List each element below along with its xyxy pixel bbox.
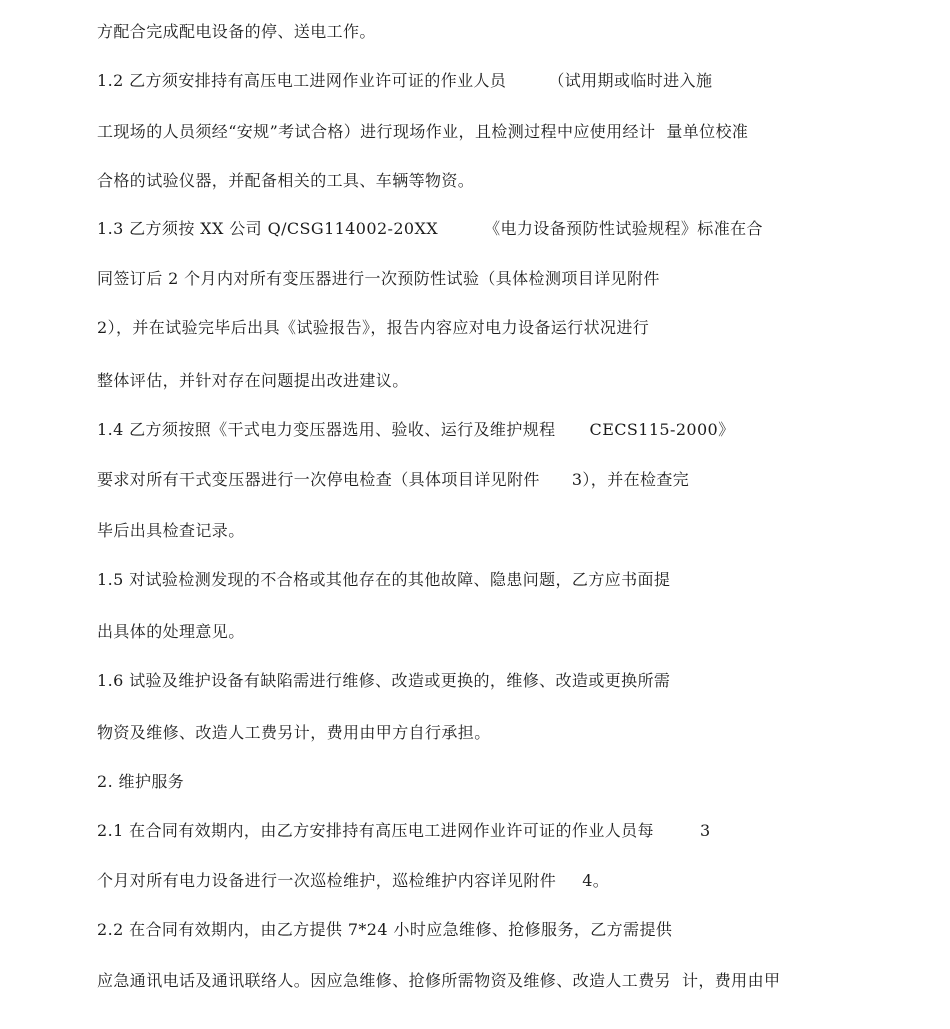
text-segment: CECS115-2000》: [589, 420, 735, 439]
text-line: 合格的试验仪器，并配备相关的工具、车辆等物资。: [97, 171, 475, 190]
text-line: 1.6 试验及维护设备有缺陷需进行维修、改造或更换的，维修、改造或更换所需: [97, 671, 671, 690]
text-line: 同签订后 2 个月内对所有变压器进行一次预防性试验（具体检测项目详见附件: [97, 269, 660, 288]
text-segment: 《电力设备预防性试验规程》标准在合: [484, 219, 763, 238]
text-segment: 个月对所有电力设备进行一次巡检维护，巡检维护内容详见附件: [97, 871, 557, 890]
text-line: [97, 820, 711, 842]
text-line: 方配合完成配电设备的停、送电工作。: [97, 22, 376, 41]
text-segment: 2.1 在合同有效期内，由乙方安排持有高压电工进网作业许可证的作业人员每: [97, 821, 654, 840]
text-segment: 4。: [582, 871, 610, 890]
text-line: [97, 870, 609, 892]
section-heading: 2. 维护服务: [97, 772, 185, 791]
text-segment: 3），并在检查完: [571, 470, 690, 489]
text-line: 物资及维修、改造人工费另计，费用由甲方自行承担。: [97, 723, 491, 742]
text-line: [97, 218, 763, 240]
text-line: 1.5 对试验检测发现的不合格或其他存在的其他故障、隐患问题，乙方应书面提: [97, 570, 671, 589]
text-line: 出具体的处理意见。: [97, 622, 245, 641]
text-line: 工现场的人员须经“安规”考试合格）进行现场作业，且检测过程中应使用经计 量单位校准: [97, 122, 749, 141]
text-segment: 3: [699, 821, 711, 840]
text-segment: （试用期或临时进入施: [548, 71, 713, 90]
text-line: 2.2 在合同有效期内，由乙方提供 7*24 小时应急维修、抢修服务，乙方需提供: [97, 920, 673, 939]
text-line: 应急通讯电话及通讯联络人。因应急维修、抢修所需物资及维修、改造人工费另 计，费用由甲: [97, 971, 781, 990]
text-line: 2），并在试验完毕后出具《试验报告》，报告内容应对电力设备运行状况进行: [97, 318, 650, 337]
text-line: [97, 469, 689, 491]
text-segment: 要求对所有干式变压器进行一次停电检查（具体项目详见附件: [97, 470, 540, 489]
text-segment: 1.3 乙方须按 XX 公司 Q/CSG114002-20XX: [97, 219, 439, 238]
text-line: 整体评估，并针对存在问题提出改进建议。: [97, 371, 409, 390]
text-segment: 1.4 乙方须按照《干式电力变压器选用、验收、运行及维护规程: [97, 420, 556, 439]
text-line: [97, 419, 735, 441]
text-line: 毕后出具检查记录。: [97, 521, 245, 540]
text-line: [97, 70, 712, 92]
text-segment: 1.2 乙方须安排持有高压电工进网作业许可证的作业人员: [97, 71, 507, 90]
